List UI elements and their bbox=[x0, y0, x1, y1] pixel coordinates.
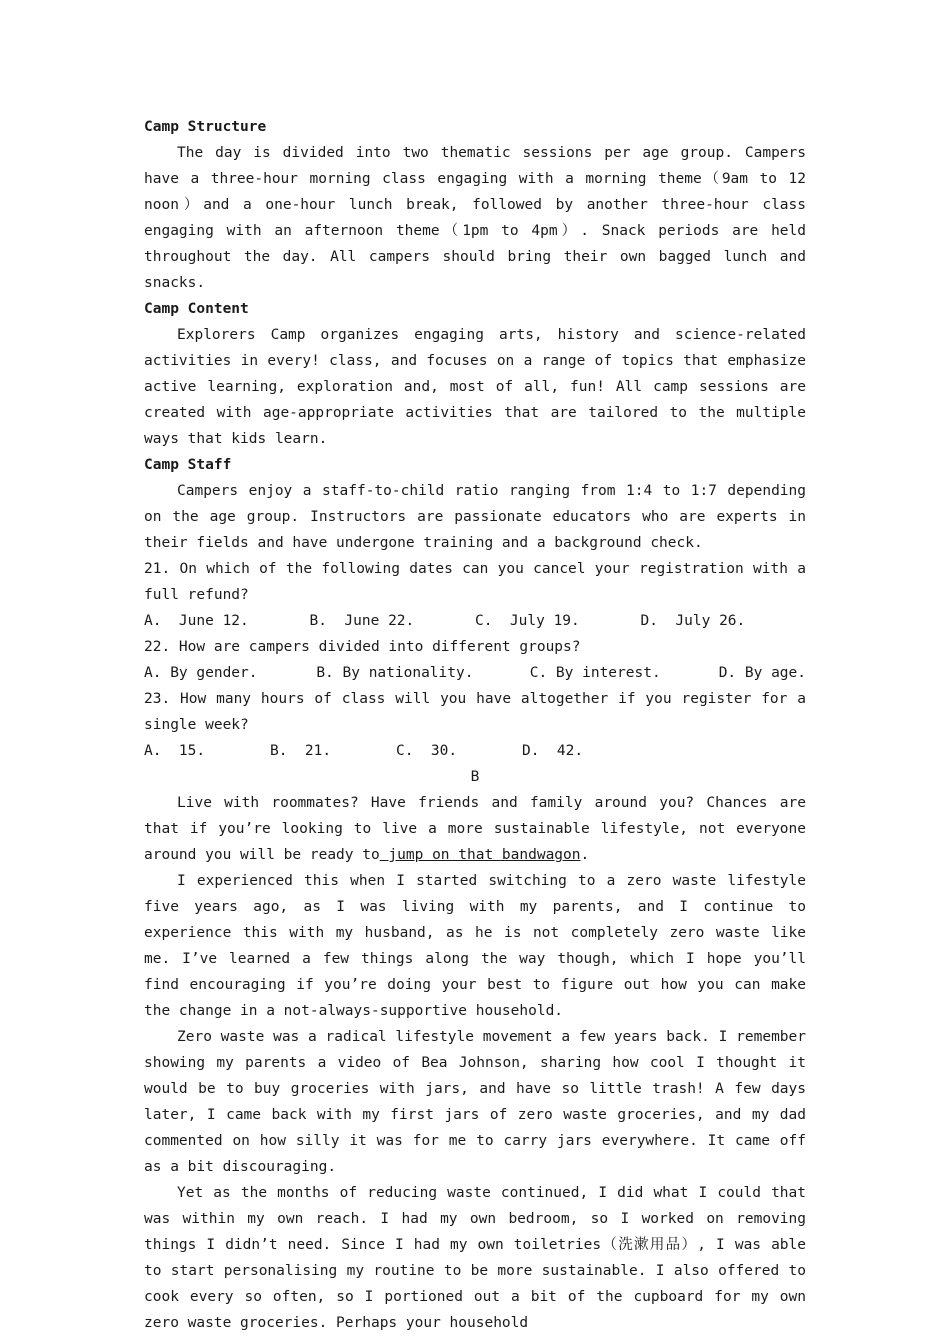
question-22-option-d[interactable]: D. By age. bbox=[718, 665, 806, 681]
passage-b-p1-end: . bbox=[580, 847, 590, 863]
passage-b-label: B bbox=[470, 769, 480, 785]
question-22-option-a[interactable]: A. By gender. bbox=[144, 665, 258, 681]
passage-b-paragraph-2: I experienced this when I started switching to a zero waste lifestyle five years ago, as I was living with my parents, and I continue to experience this with my husband, as he is not completely zero waste like me. I’ve learned a few things along the way though, which I hope you’ll find encouraging if you’re doing your best to figure out how you can make the change in a not-always-supportive household. bbox=[144, 873, 806, 1019]
question-21-option-b[interactable]: B. June 22. bbox=[309, 613, 415, 629]
question-21-option-a[interactable]: A. June 12. bbox=[144, 613, 249, 629]
camp-staff-heading: Camp Staff bbox=[144, 457, 232, 473]
camp-structure-paragraph: The day is divided into two thematic sessions per age group. Campers have a three-hour morning class engaging with a morning theme（9am to 12 noon）and a one-hour lunch break, followed by another three-hour class engaging with an afternoon theme（1pm to 4pm）. Snack periods are held throughout the day. All campers should bring their own bagged lunch and snacks. bbox=[144, 145, 806, 291]
passage-b-paragraph-1 bbox=[144, 790, 806, 868]
question-22-option-b[interactable]: B. By nationality. bbox=[316, 665, 474, 681]
question-22-option-c[interactable]: C. By interest. bbox=[529, 665, 661, 681]
question-23-option-c[interactable]: C. 30. bbox=[396, 743, 458, 759]
question-23-option-d[interactable]: D. 42. bbox=[522, 743, 584, 759]
question-21-option-d[interactable]: D. July 26. bbox=[640, 613, 746, 629]
question-23-options bbox=[144, 738, 806, 764]
camp-structure-heading: Camp Structure bbox=[144, 119, 267, 135]
passage-b-paragraph-3: Zero waste was a radical lifestyle movement a few years back. I remember showing my parents a video of Bea Johnson, sharing how cool I thought it would be to buy groceries with jars, and have so little trash! A few days later, I came back with my first jars of zero waste groceries, and my dad commented on how silly it was for me to carry jars everywhere. It came off as a bit discouraging. bbox=[144, 1029, 806, 1175]
document-page bbox=[144, 114, 806, 1336]
passage-b-paragraph-4: Yet as the months of reducing waste continued, I did what I could that was within my own reach. I had my own bedroom, so I worked on removing things I didn’t need. Since I had my own toiletries（洗漱用品）, I was able to start personalising my routine to be more sustainable. I also offered to cook every so often, so I portioned out a bit of the cupboard for my own zero waste groceries. Perhaps your household bbox=[144, 1185, 806, 1331]
camp-content-heading: Camp Content bbox=[144, 301, 249, 317]
question-22-options bbox=[144, 660, 806, 686]
question-21-options bbox=[144, 608, 806, 634]
question-23-option-b[interactable]: B. 21. bbox=[270, 743, 332, 759]
question-23-stem: 23. How many hours of class will you have altogether if you register for a single week? bbox=[144, 691, 806, 733]
question-21-stem: 21. On which of the following dates can you cancel your registration with a full refund? bbox=[144, 561, 806, 603]
question-22-stem: 22. How are campers divided into different groups? bbox=[144, 639, 581, 655]
camp-content-paragraph: Explorers Camp organizes engaging arts, history and science-related activities in every! class, and focuses on a range of topics that emphasize active learning, exploration and, most of all, fun! All camp sessions are created with age-appropriate activities that are tailored to the multiple ways that kids learn. bbox=[144, 327, 806, 447]
question-21-option-c[interactable]: C. July 19. bbox=[475, 613, 580, 629]
passage-b-p1-text: Live with roommates? Have friends and family around you? Chances are that if you’re looking to live a more sustainable lifestyle, not everyone around you will be ready to bbox=[144, 795, 806, 863]
question-23-option-a[interactable]: A. 15. bbox=[144, 743, 206, 759]
camp-staff-paragraph: Campers enjoy a staff-to-child ratio ranging from 1:4 to 1:7 depending on the age group. Instructors are passionate educators who are experts in their fields and have undergone training and a background check. bbox=[144, 483, 806, 551]
underlined-phrase: jump on that bandwagon bbox=[379, 847, 581, 863]
